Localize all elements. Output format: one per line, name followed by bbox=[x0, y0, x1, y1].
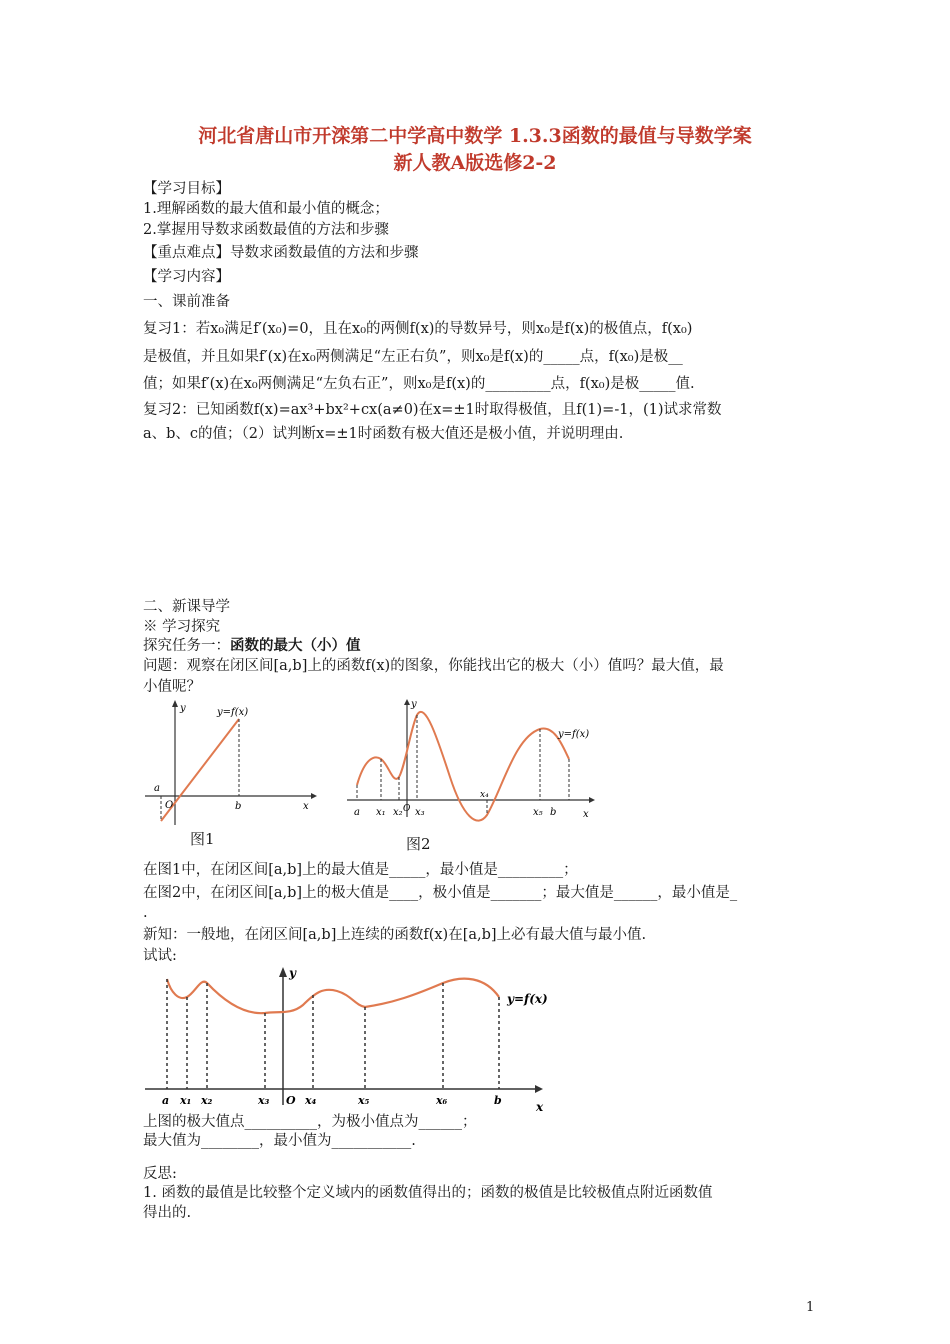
fig1-y-label: y bbox=[180, 703, 186, 714]
doc-title-line2: 新人教A版选修2-2 bbox=[393, 152, 557, 174]
fig1-func-label: y=f(x) bbox=[217, 707, 249, 718]
fig3-guides bbox=[167, 979, 499, 1089]
task-heading bbox=[143, 635, 361, 657]
fig2-tick-origin: O bbox=[403, 804, 411, 814]
fig3-answer-line2: 最大值为________，最小值为___________. bbox=[143, 1133, 416, 1149]
task-label: 探究任务一： bbox=[143, 638, 230, 654]
figure-2 bbox=[345, 697, 595, 832]
fig2-x-label: x bbox=[583, 809, 589, 820]
fig1-origin-label: O bbox=[165, 800, 174, 811]
question-line2: 小值呢？ bbox=[143, 679, 201, 695]
fig1-x-label: x bbox=[303, 801, 309, 812]
fig3-tick-x1: x₁ bbox=[180, 1094, 192, 1107]
reflection-line1: 1. 函数的最值是比较整个定义域内的函数值得出的；函数的极值是比较极值点附近函数值 bbox=[143, 1185, 713, 1201]
fig3-x-arrow bbox=[535, 1085, 543, 1093]
explore-heading: ※ 学习探究 bbox=[143, 619, 221, 635]
doc-title-line1: 河北省唐山市开滦第二中学高中数学 1.3.3函数的最值与导数学案 bbox=[198, 125, 752, 147]
review1-line2: 是极值，并且如果f′(x)在x₀两侧满足“左正右负”，则x₀是f(x)的_____点，f(x₀)是极__ bbox=[143, 349, 683, 365]
goals-heading: 【学习目标】 bbox=[143, 181, 230, 197]
fig2-curve bbox=[357, 712, 569, 821]
question-line1: 问题：观察在闭区间[a,b]上的函数f(x)的图象，你能找出它的极大（小）值吗？最大值，最 bbox=[143, 658, 724, 674]
fig3-tick-x6: x₆ bbox=[436, 1094, 448, 1107]
goal-1: 1.理解函数的最大值和最小值的概念； bbox=[143, 201, 389, 217]
fig1-y-arrow bbox=[172, 700, 178, 707]
fig1-b-label: b bbox=[235, 801, 242, 812]
fig3-y-arrow bbox=[279, 967, 287, 977]
review1-line1: 复习1：若x₀满足f′(x₀)=0，且在x₀的两侧f(x)的导数异号，则x₀是f(x)的极值点，f(x₀) bbox=[143, 321, 693, 337]
key-points: 【重点难点】导数求函数最值的方法和步骤 bbox=[143, 245, 419, 261]
fig2-y-arrow bbox=[404, 699, 410, 705]
section-1-heading: 一、课前准备 bbox=[143, 294, 230, 310]
page-number: 1 bbox=[806, 1300, 815, 1315]
fig2-tick-x2: x₂ bbox=[393, 807, 403, 818]
fig1-x-arrow bbox=[311, 793, 317, 799]
review2-line1: 复习2：已知函数f(x)=ax³+bx²+cx(a≠0)在x=±1时取得极值，且f(1)=-1，(1)试求常数 bbox=[143, 402, 722, 418]
fig3-tick-x4: x₄ bbox=[305, 1094, 317, 1107]
reflection-label: 反思: bbox=[143, 1166, 177, 1182]
figure-2-caption: 图2 bbox=[406, 835, 431, 853]
fig3-tick-b: b bbox=[494, 1094, 502, 1107]
fig3-tick-x2: x₂ bbox=[201, 1094, 213, 1107]
new-knowledge: 新知：一般地，在闭区间[a,b]上连续的函数f(x)在[a,b]上必有最大值与最小值. bbox=[143, 927, 647, 943]
fig3-tick-x5: x₅ bbox=[358, 1094, 370, 1107]
fig3-answer-line1: 上图的极大值点__________，为极小值点为______； bbox=[143, 1114, 477, 1130]
fig2-tick-x1: x₁ bbox=[376, 807, 386, 818]
fig2-question-line1: 在图2中，在闭区间[a,b]上的极大值是____，极小值是_______；最大值是______，最小值是_ bbox=[143, 885, 738, 901]
fig2-tick-b: b bbox=[550, 807, 557, 818]
fig1-question: 在图1中，在闭区间[a,b]上的最大值是_____，最小值是_________； bbox=[143, 862, 578, 878]
fig3-tick-origin: O bbox=[286, 1094, 296, 1107]
fig2-y-label: y bbox=[411, 699, 417, 710]
fig2-tick-a: a bbox=[354, 807, 360, 818]
figure-1 bbox=[143, 697, 318, 827]
review2-line2: a、b、c的值；（2）试判断x=±1时函数有极大值还是极小值，并说明理由. bbox=[143, 426, 624, 442]
goal-2: 2.掌握用导数求函数最值的方法和步骤 bbox=[143, 222, 389, 238]
fig2-func-label: y=f(x) bbox=[558, 729, 590, 740]
fig3-x-label: x bbox=[536, 1100, 544, 1114]
figure-1-caption: 图1 bbox=[190, 830, 215, 848]
fig2-question-line2: . bbox=[143, 905, 148, 921]
fig2-tick-x3: x₃ bbox=[415, 807, 425, 818]
figure-3 bbox=[143, 965, 558, 1115]
section-2-heading: 二、新课导学 bbox=[143, 599, 230, 615]
fig3-y-label: y bbox=[289, 966, 296, 980]
fig3-tick-x3: x₃ bbox=[258, 1094, 270, 1107]
fig2-tick-x4: x₄ bbox=[480, 790, 489, 800]
content-heading: 【学习内容】 bbox=[143, 269, 230, 285]
fig3-tick-a: a bbox=[162, 1094, 170, 1107]
fig2-tick-x5: x₅ bbox=[533, 807, 543, 818]
task-title: 函数的最大（小）值 bbox=[230, 637, 361, 654]
fig3-curve bbox=[167, 979, 499, 1014]
fig2-x-arrow bbox=[589, 797, 595, 803]
reflection-line2: 得出的. bbox=[143, 1205, 192, 1221]
review1-line3: 值；如果f′(x)在x₀两侧满足“左负右正”，则x₀是f(x)的_________点，f(x₀)是极_____值. bbox=[143, 376, 695, 392]
fig3-func-label: y=f(x) bbox=[507, 992, 548, 1006]
fig1-a-label: a bbox=[154, 783, 160, 794]
try-label: 试试: bbox=[143, 948, 177, 964]
